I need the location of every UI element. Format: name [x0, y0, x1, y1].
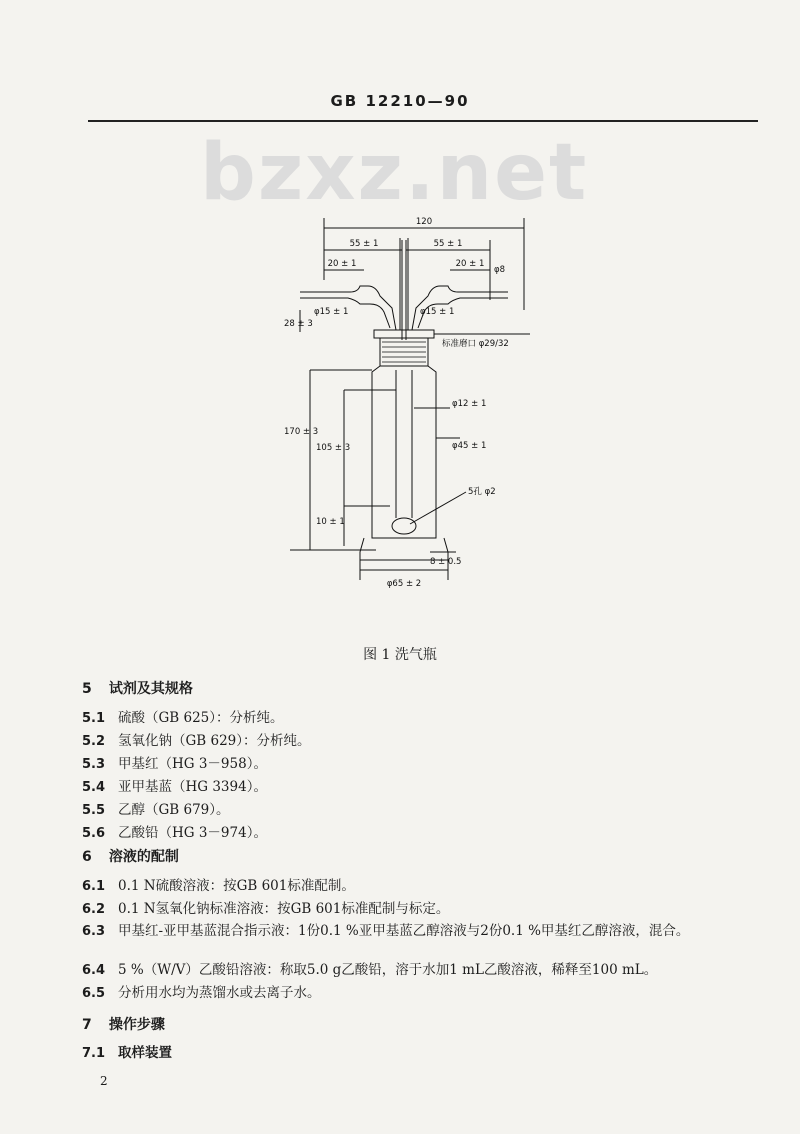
- item-number: 6.3: [82, 924, 106, 939]
- dim-body-dia: φ45 ± 1: [452, 441, 487, 451]
- item-number: 5.3: [82, 757, 106, 772]
- section-number: 5: [82, 681, 92, 697]
- item-number: 6.2: [82, 902, 106, 917]
- list-item: [82, 921, 730, 942]
- item-number: 6.4: [82, 963, 106, 978]
- dim-head-height: 28 ± 3: [284, 319, 313, 329]
- dim-inner-tube: φ12 ± 1: [452, 399, 487, 409]
- list-item: [82, 960, 730, 981]
- header-rule: [88, 120, 758, 122]
- item-text: 亚甲基蓝（HG 3394）。: [118, 779, 267, 795]
- list-item: [82, 708, 730, 729]
- list-item: [82, 777, 730, 798]
- list-item: [82, 731, 730, 752]
- item-text: 硫酸（GB 625）：分析纯。: [118, 710, 284, 726]
- list-item: [82, 754, 730, 775]
- section-number: 7: [82, 1017, 92, 1033]
- item-text: 乙醇（GB 679）。: [118, 802, 230, 818]
- dim-holes: 5孔 φ2: [468, 487, 496, 497]
- item-text: 5 %（W/V）乙酸铅溶液：称取5.0 g乙酸铅，溶于水加1 mL乙酸溶液，稀释至100 mL。: [118, 962, 658, 978]
- figure-caption: 图 1 洗气瓶: [363, 647, 437, 663]
- dim-body-height: 170 ± 3: [284, 427, 319, 437]
- standard-header: GB 12210—90: [330, 92, 470, 110]
- section-title: 溶液的配制: [108, 849, 179, 865]
- watermark: bzxz.net: [200, 128, 589, 218]
- dim-right-span: 55 ± 1: [433, 239, 463, 249]
- dim-ground-joint: 标准磨口 φ29/32: [442, 339, 509, 349]
- section-heading: [82, 1014, 165, 1034]
- item-text: 0.1 N氢氧化钠标准溶液：按GB 601标准配制与标定。: [118, 901, 450, 917]
- dim-tube-length: 105 ± 3: [316, 443, 351, 453]
- dim-right-bulb: φ15 ± 1: [420, 307, 455, 317]
- item-text: 甲基红（HG 3－958）。: [118, 756, 267, 772]
- section-heading: [82, 678, 193, 698]
- item-text: 0.1 N硫酸溶液：按GB 601标准配制。: [118, 878, 355, 894]
- item-number: 6.1: [82, 879, 106, 894]
- section-title: 试剂及其规格: [108, 681, 193, 697]
- item-number: 6.5: [82, 986, 106, 1001]
- section-heading: [82, 846, 179, 866]
- item-text: 甲基红-亚甲基蓝混合指示液：1份0.1 %亚甲基蓝乙醇溶液与2份0.1 %甲基红乙醇溶液，混合。: [118, 923, 690, 939]
- gas-washing-bottle-figure: [280, 200, 540, 600]
- dim-bottom-gap: 10 ± 1: [316, 517, 345, 527]
- list-item: [82, 983, 730, 1004]
- page-number: 2: [100, 1074, 108, 1088]
- item-number: 5.6: [82, 826, 106, 841]
- dim-left-bulb: φ15 ± 1: [314, 307, 349, 317]
- item-text: 分析用水均为蒸馏水或去离子水。: [118, 985, 321, 1001]
- item-number: 5.2: [82, 734, 106, 749]
- list-item: [82, 1043, 730, 1064]
- item-number: 5.5: [82, 803, 106, 818]
- dim-tube-dia: φ8: [494, 265, 506, 275]
- item-number: 5.1: [82, 711, 106, 726]
- dim-total-width: 120: [415, 217, 433, 227]
- item-number: 5.4: [82, 780, 106, 795]
- section-title: 操作步骤: [108, 1017, 165, 1033]
- dim-left-span: 55 ± 1: [349, 239, 379, 249]
- item-text: 乙酸铅（HG 3－974）。: [118, 825, 267, 841]
- item-number: 7.1: [82, 1046, 106, 1061]
- section-number: 6: [82, 849, 92, 865]
- dim-left-arm: 20 ± 1: [327, 259, 357, 269]
- list-item: [82, 899, 730, 920]
- list-item: [82, 823, 730, 844]
- item-text: 氢氧化钠（GB 629）：分析纯。: [118, 733, 311, 749]
- list-item: [82, 800, 730, 821]
- list-item: [82, 876, 730, 897]
- dim-base-height: 8 ± 0.5: [430, 557, 462, 567]
- dim-right-arm: 20 ± 1: [455, 259, 485, 269]
- dim-base-dia: φ65 ± 2: [386, 579, 422, 589]
- item-text: 取样装置: [118, 1045, 172, 1061]
